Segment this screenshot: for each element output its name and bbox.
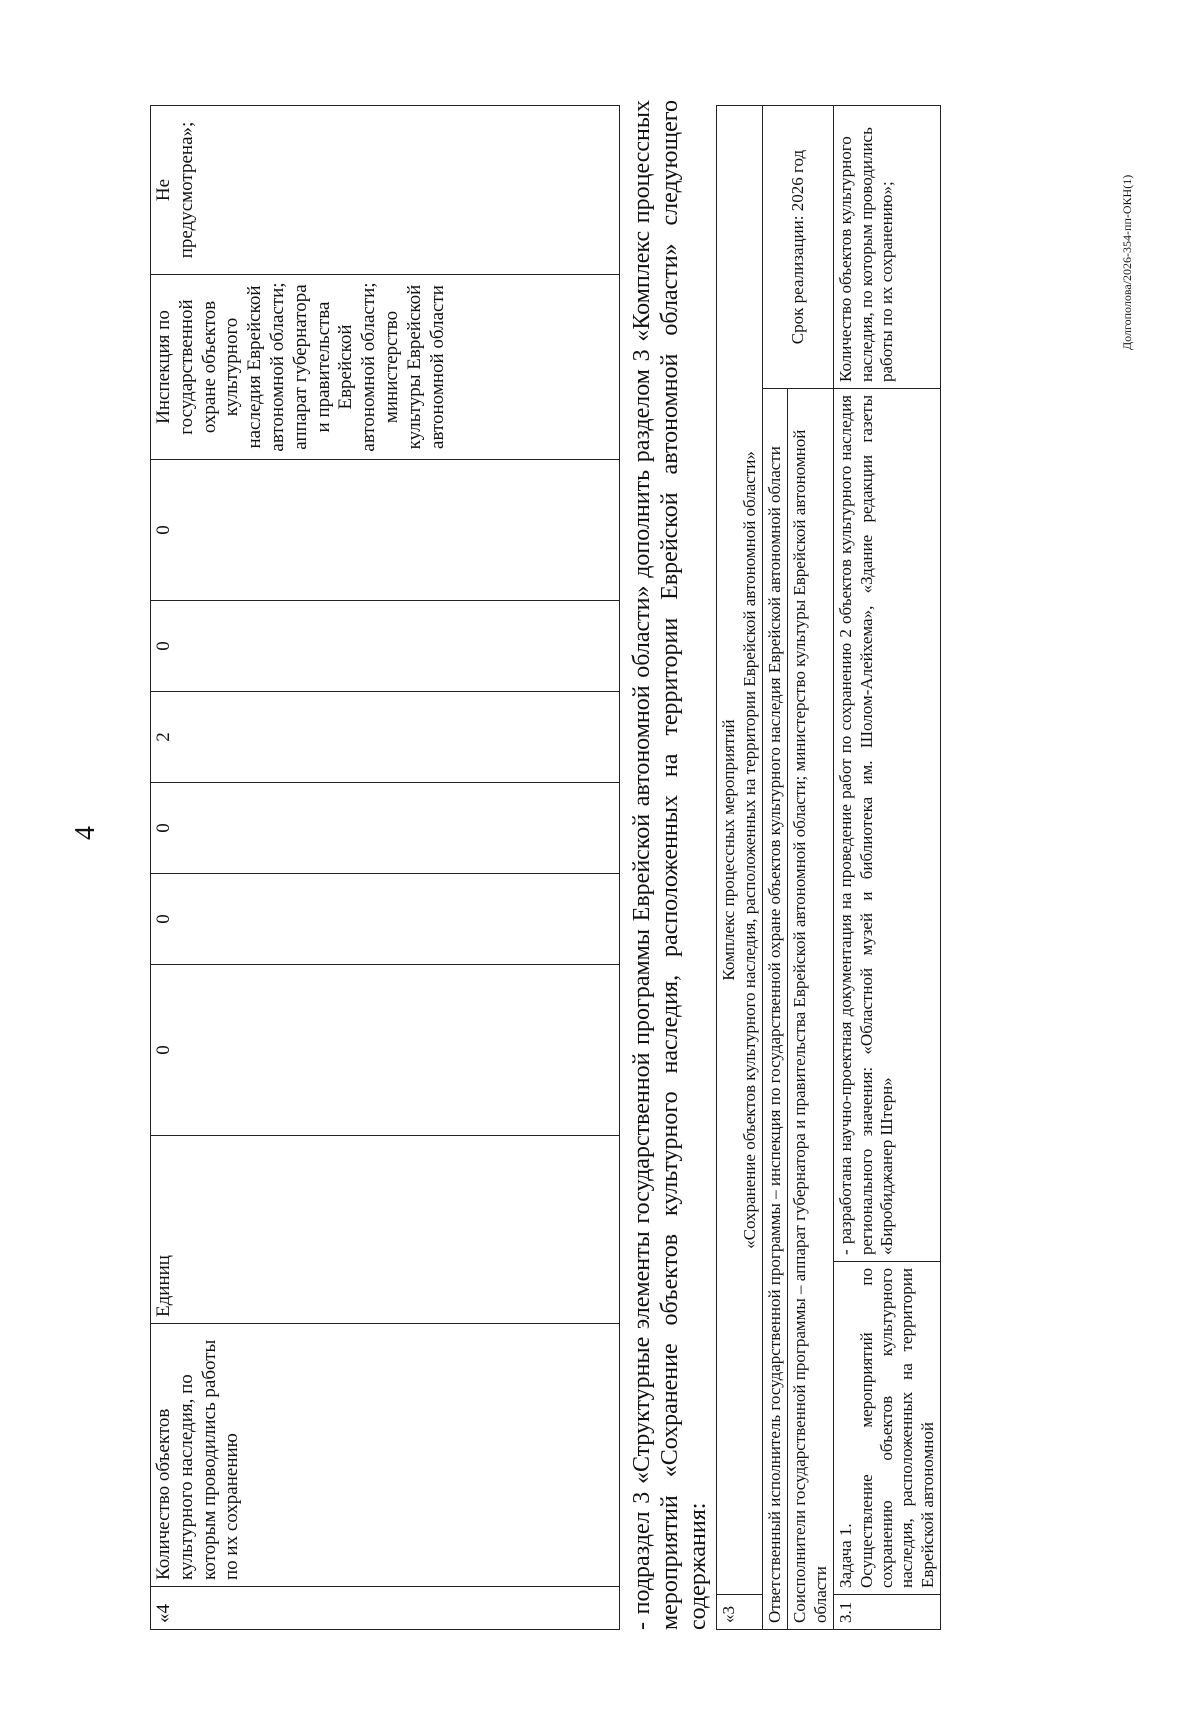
result-cell: - разработана научно-проектная документация на проведение работ по сохранению 2 объектов культурного наследия регионального значения: «Областной музей и библиотека им. Шолом-Алейхема», «Здание редакции газеты «Биробиджанер Штерн» [834,389,941,1262]
term-cell: Срок реализации: 2026 год [763,106,834,389]
landscape-content [150,100,1050,1630]
header-line-1: Комплекс процессных мероприятий [719,719,739,981]
footer-code: Долгополова/2026-354-пп-ОКН(1) [1120,174,1134,350]
amendment-paragraph: - подраздел 3 «Структурные элементы государственной программы Еврейской автономной области» дополнить разделом 3 «Комплекс процессных мероприятий «Сохранение объектов культурного наследия, расположенных на территории Еврейской автономной области» следующего содержания: [629,100,712,1630]
row-number: «4 [151,1587,620,1630]
task-number: 3.1 [834,1595,941,1630]
value-cell-3: 0 [151,783,620,874]
task-cell [834,1262,941,1595]
indicator-table [150,105,620,1630]
responsible-executor: Ответственный исполнитель государственной программы – инспекция по государственной охране объектов культурного наследия Еврейской автономной области [763,389,788,1630]
value-cell-2: 0 [151,874,620,965]
task-label: Задача 1. [836,1523,856,1588]
indicator-name: Количество объектов культурного наследия, по которым проводились работы по их сохранению [151,1324,620,1587]
value-cell-5: 0 [151,601,620,692]
value-cell-6: 0 [151,460,620,601]
value-cell-1: 0 [151,965,620,1136]
table-row [834,106,941,1630]
table-row [717,106,763,1630]
table-row [763,106,788,1630]
task-text: Осуществление мероприятий по сохранению объектов культурного наследия, расположенных на территории Еврейской автономной [856,1268,937,1588]
note-cell: Не предусмотрена»; [151,106,620,275]
header-title [717,106,763,1595]
unit-cell: Единиц [151,1136,620,1324]
header-line-2: «Сохранение объектов культурного наследия, расположенных на территории Еврейской автономной области» [739,451,759,1249]
value-cell-4: 2 [151,692,620,783]
table-row [151,106,620,1630]
page-number: 4 [70,826,101,840]
header-number: «3 [717,1595,763,1630]
indicator-cell: Количество объектов культурного наследия, по которым проводились работы по их сохранению»; [834,106,941,389]
responsible-cell: Инспекция по государственной охране объектов культурного наследия Еврейской автономной области; аппарат губернатора и правительства Еврейской автономной области; министерство культуры Еврейской автономной области [151,275,620,460]
process-complex-table [716,105,941,1630]
co-executors: Соисполнители государственной программы – аппарат губернатора и правительства Еврейской автономной области; министерство культуры Еврейской автономной области [788,389,834,1630]
